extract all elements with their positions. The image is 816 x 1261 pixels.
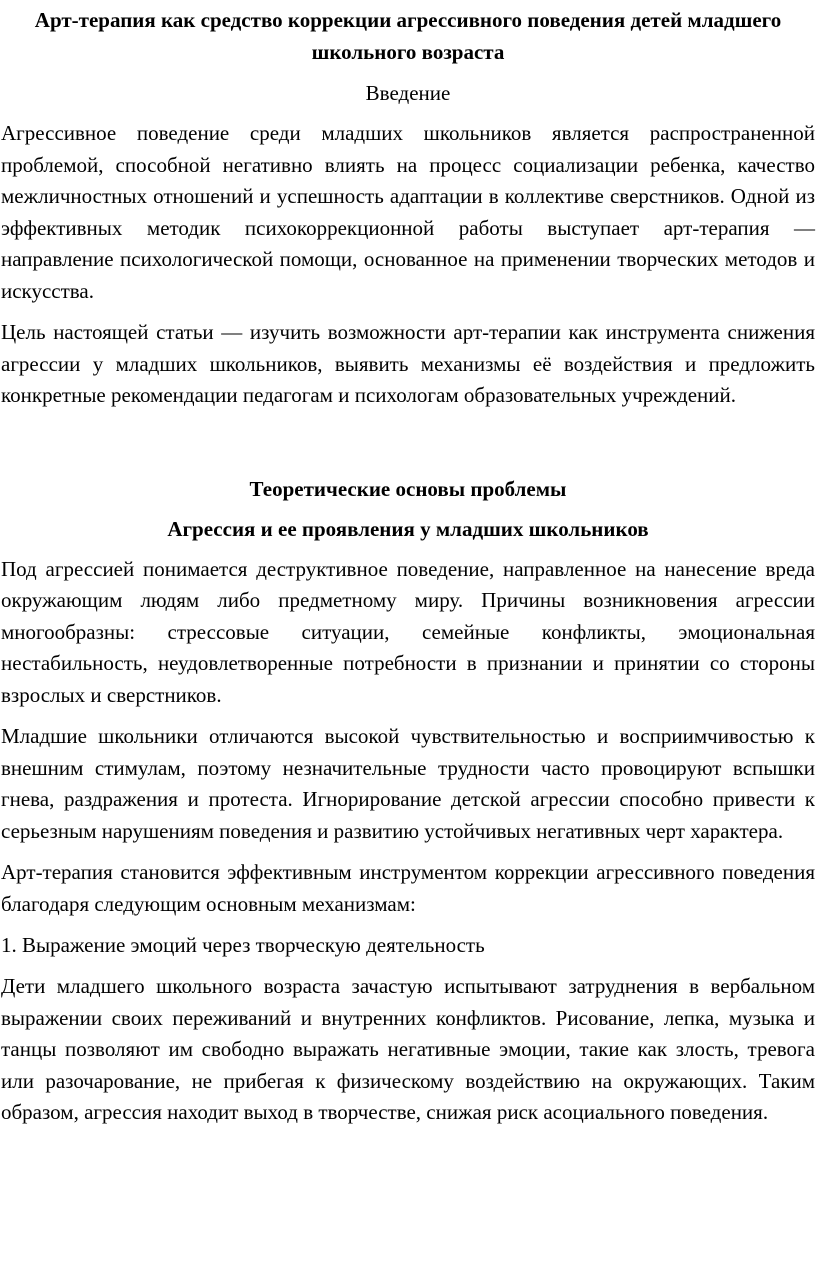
section-paragraph-2: Младшие школьники отличаются высокой чувствительностью и восприимчивостью к внешним стимулам, поэтому незначительные трудности часто провоцируют вспышки гнева, раздражения и протеста. Игнорирование детской агрессии способно привести к серьезным нарушениям поведения и развитию устойчивых негативных черт характера. — [1, 724, 815, 843]
list-item-1: 1. Выражение эмоций через творческую деятельность — [1, 933, 485, 957]
intro-heading: Введение — [365, 81, 451, 105]
section-heading: Теоретические основы проблемы — [249, 476, 567, 501]
intro-paragraph-2: Цель настоящей статьи — изучить возможности арт-терапии как инструмента снижения агрессии у младших школьников, выявить механизмы её воздействия и предложить конкретные рекомендации педагогам и психологам образовательных учреждений. — [1, 320, 815, 407]
section-spacer — [1, 422, 815, 474]
section-paragraph-3: Арт-терапия становится эффективным инструментом коррекции агрессивного поведения благодаря следующим основным механизмам: — [1, 860, 815, 916]
section-paragraph-1: Под агрессией понимается деструктивное поведение, направленное на нанесение вреда окружающим людям либо предметному миру. Причины возникновения агрессии многообразны: стрессовые ситуации, семейные конфликты, эмоциональная нестабильность, неудовлетворенные потребности в признании и принятии со стороны взрослых и сверстников. — [1, 556, 815, 707]
sub-heading: Агрессия и ее проявления у младших школьников — [167, 516, 649, 541]
intro-paragraph-1: Агрессивное поведение среди младших школьников является распространенной проблемой, способной негативно влиять на процесс социализации ребенка, качество межличностных отношений и успешность адаптации в коллективе сверстников. Одной из эффективных методик психокоррекционной работы выступает арт-терапия — направление психологической помощи, основанное на применении творческих методов и искусства. — [1, 121, 815, 303]
document-title: Арт-терапия как средство коррекции агрессивного поведения детей младшего школьного возраста — [34, 8, 782, 64]
final-paragraph: Дети младшего школьного возраста зачастую испытывают затруднения в вербальном выражении своих переживаний и внутренних конфликтов. Рисование, лепка, музыка и танцы позволяют им свободно выражать негативные эмоции, такие как злость, тревога или разочарование, не прибегая к физическому воздействию на окружающих. Таким образом, агрессия находит выход в творчестве, снижая риск асоциального поведения. — [1, 974, 815, 1124]
